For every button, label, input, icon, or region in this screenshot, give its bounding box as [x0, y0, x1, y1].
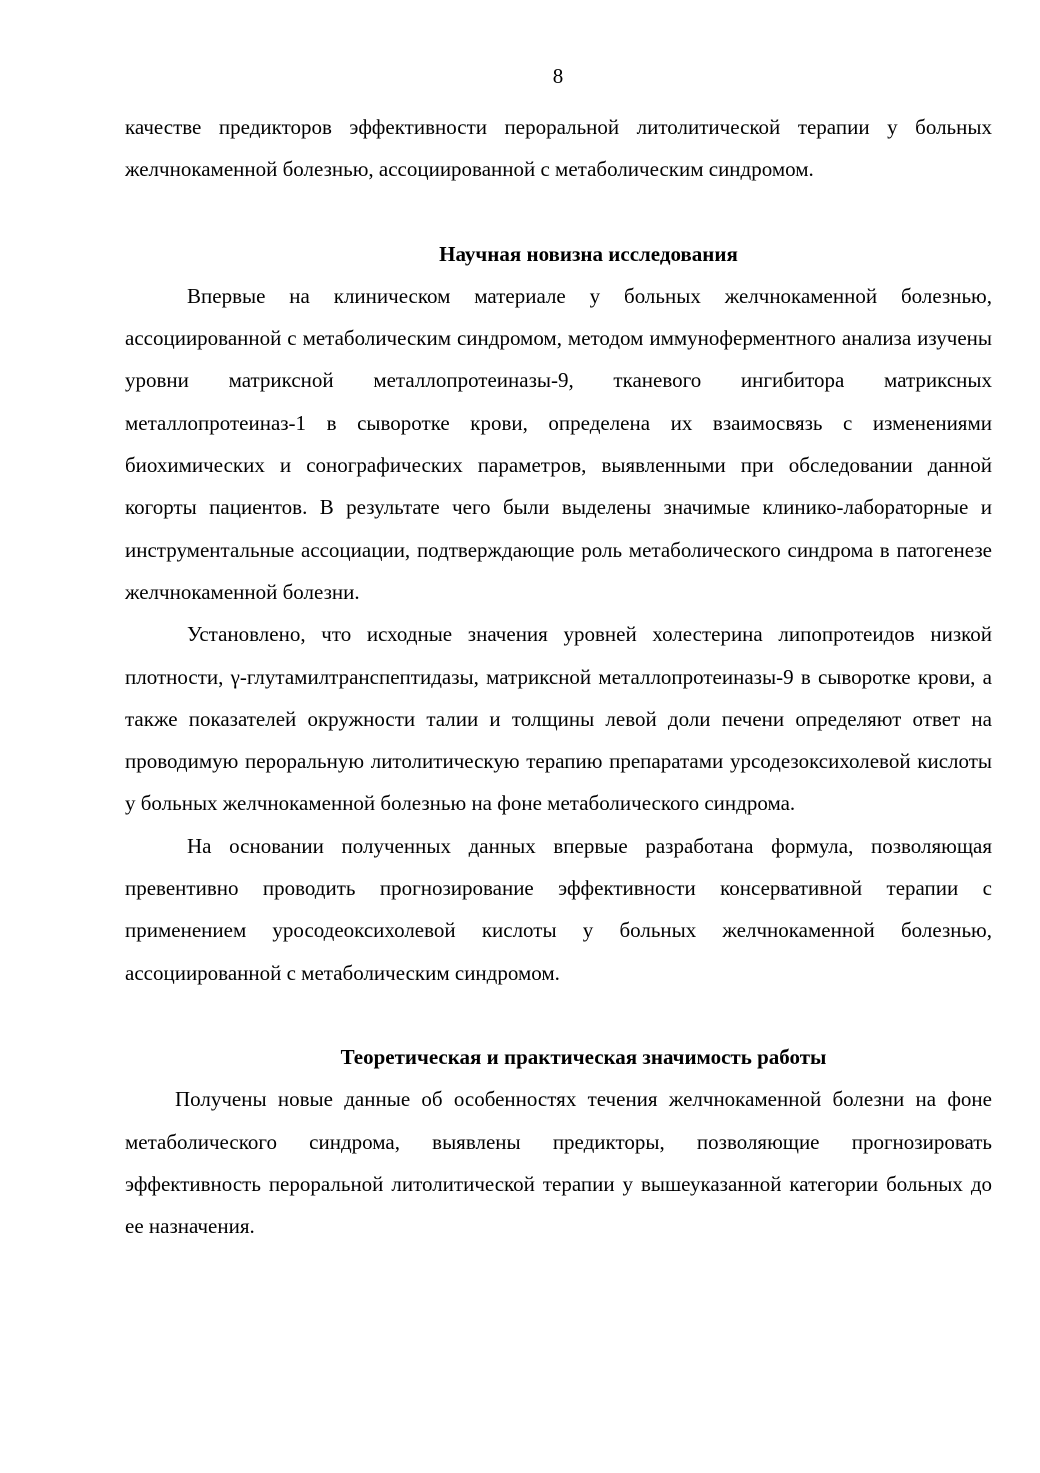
- document-body: [125, 106, 992, 1247]
- section-spacer: [125, 191, 992, 233]
- intro-paragraph: качестве предикторов эффективности пероральной литолитической терапии у больных желчнокаменной болезнью, ассоциированной с метаболическим синдромом.: [125, 115, 992, 182]
- significance-section: [125, 1036, 992, 1247]
- section-title-significance: Теоретическая и практическая значимость работы: [340, 1044, 827, 1069]
- scientific-novelty-section: [125, 233, 992, 994]
- page-number: 8: [552, 64, 564, 88]
- section-spacer: [125, 994, 992, 1036]
- novelty-paragraph-2: Установлено, что исходные значения уровней холестерина липопротеидов низкой плотности, γ-глутамилтранспептидазы, матриксной металлопротеиназы-9 в сыворотке крови, а также показателей окружности талии и толщины левой доли печени определяют ответ на проводимую пероральную литолитическую терапию препаратами урсодезоксихолевой кислоты у больных желчнокаменной болезнью на фоне метаболического синдрома.: [125, 622, 992, 816]
- section-title-scientific-novelty: Научная новизна исследования: [439, 241, 738, 266]
- significance-paragraph-1: Получены новые данные об особенностях течения желчнокаменной болезни на фоне метаболического синдрома, выявлены предикторы, позволяющие прогнозировать эффективность пероральной литолитической терапии у вышеуказанной категории больных до ее назначения.: [125, 1087, 992, 1239]
- novelty-paragraph-3: На основании полученных данных впервые разработана формула, позволяющая превентивно проводить прогнозирование эффективности консервативной терапии с применением уросодеоксихолевой кислоты у больных желчнокаменной болезнью, ассоциированной с метаболическим синдромом.: [125, 833, 992, 985]
- novelty-paragraph-1: Впервые на клиническом материале у больных желчнокаменной болезнью, ассоциированной с метаболическим синдромом, методом иммуноферментного анализа изучены уровни матриксной металлопротеиназы-9, тканевого ингибитора матриксных металлопротеиназ-1 в сыворотке крови, определена их взаимосвязь с изменениями биохимических и сонографических параметров, выявленными при обследовании данной когорты пациентов. В результате чего были выделены значимые клинико-лабораторные и инструментальные ассоциации, подтверждающие роль метаболического синдрома в патогенезе желчнокаменной болезни.: [125, 283, 992, 604]
